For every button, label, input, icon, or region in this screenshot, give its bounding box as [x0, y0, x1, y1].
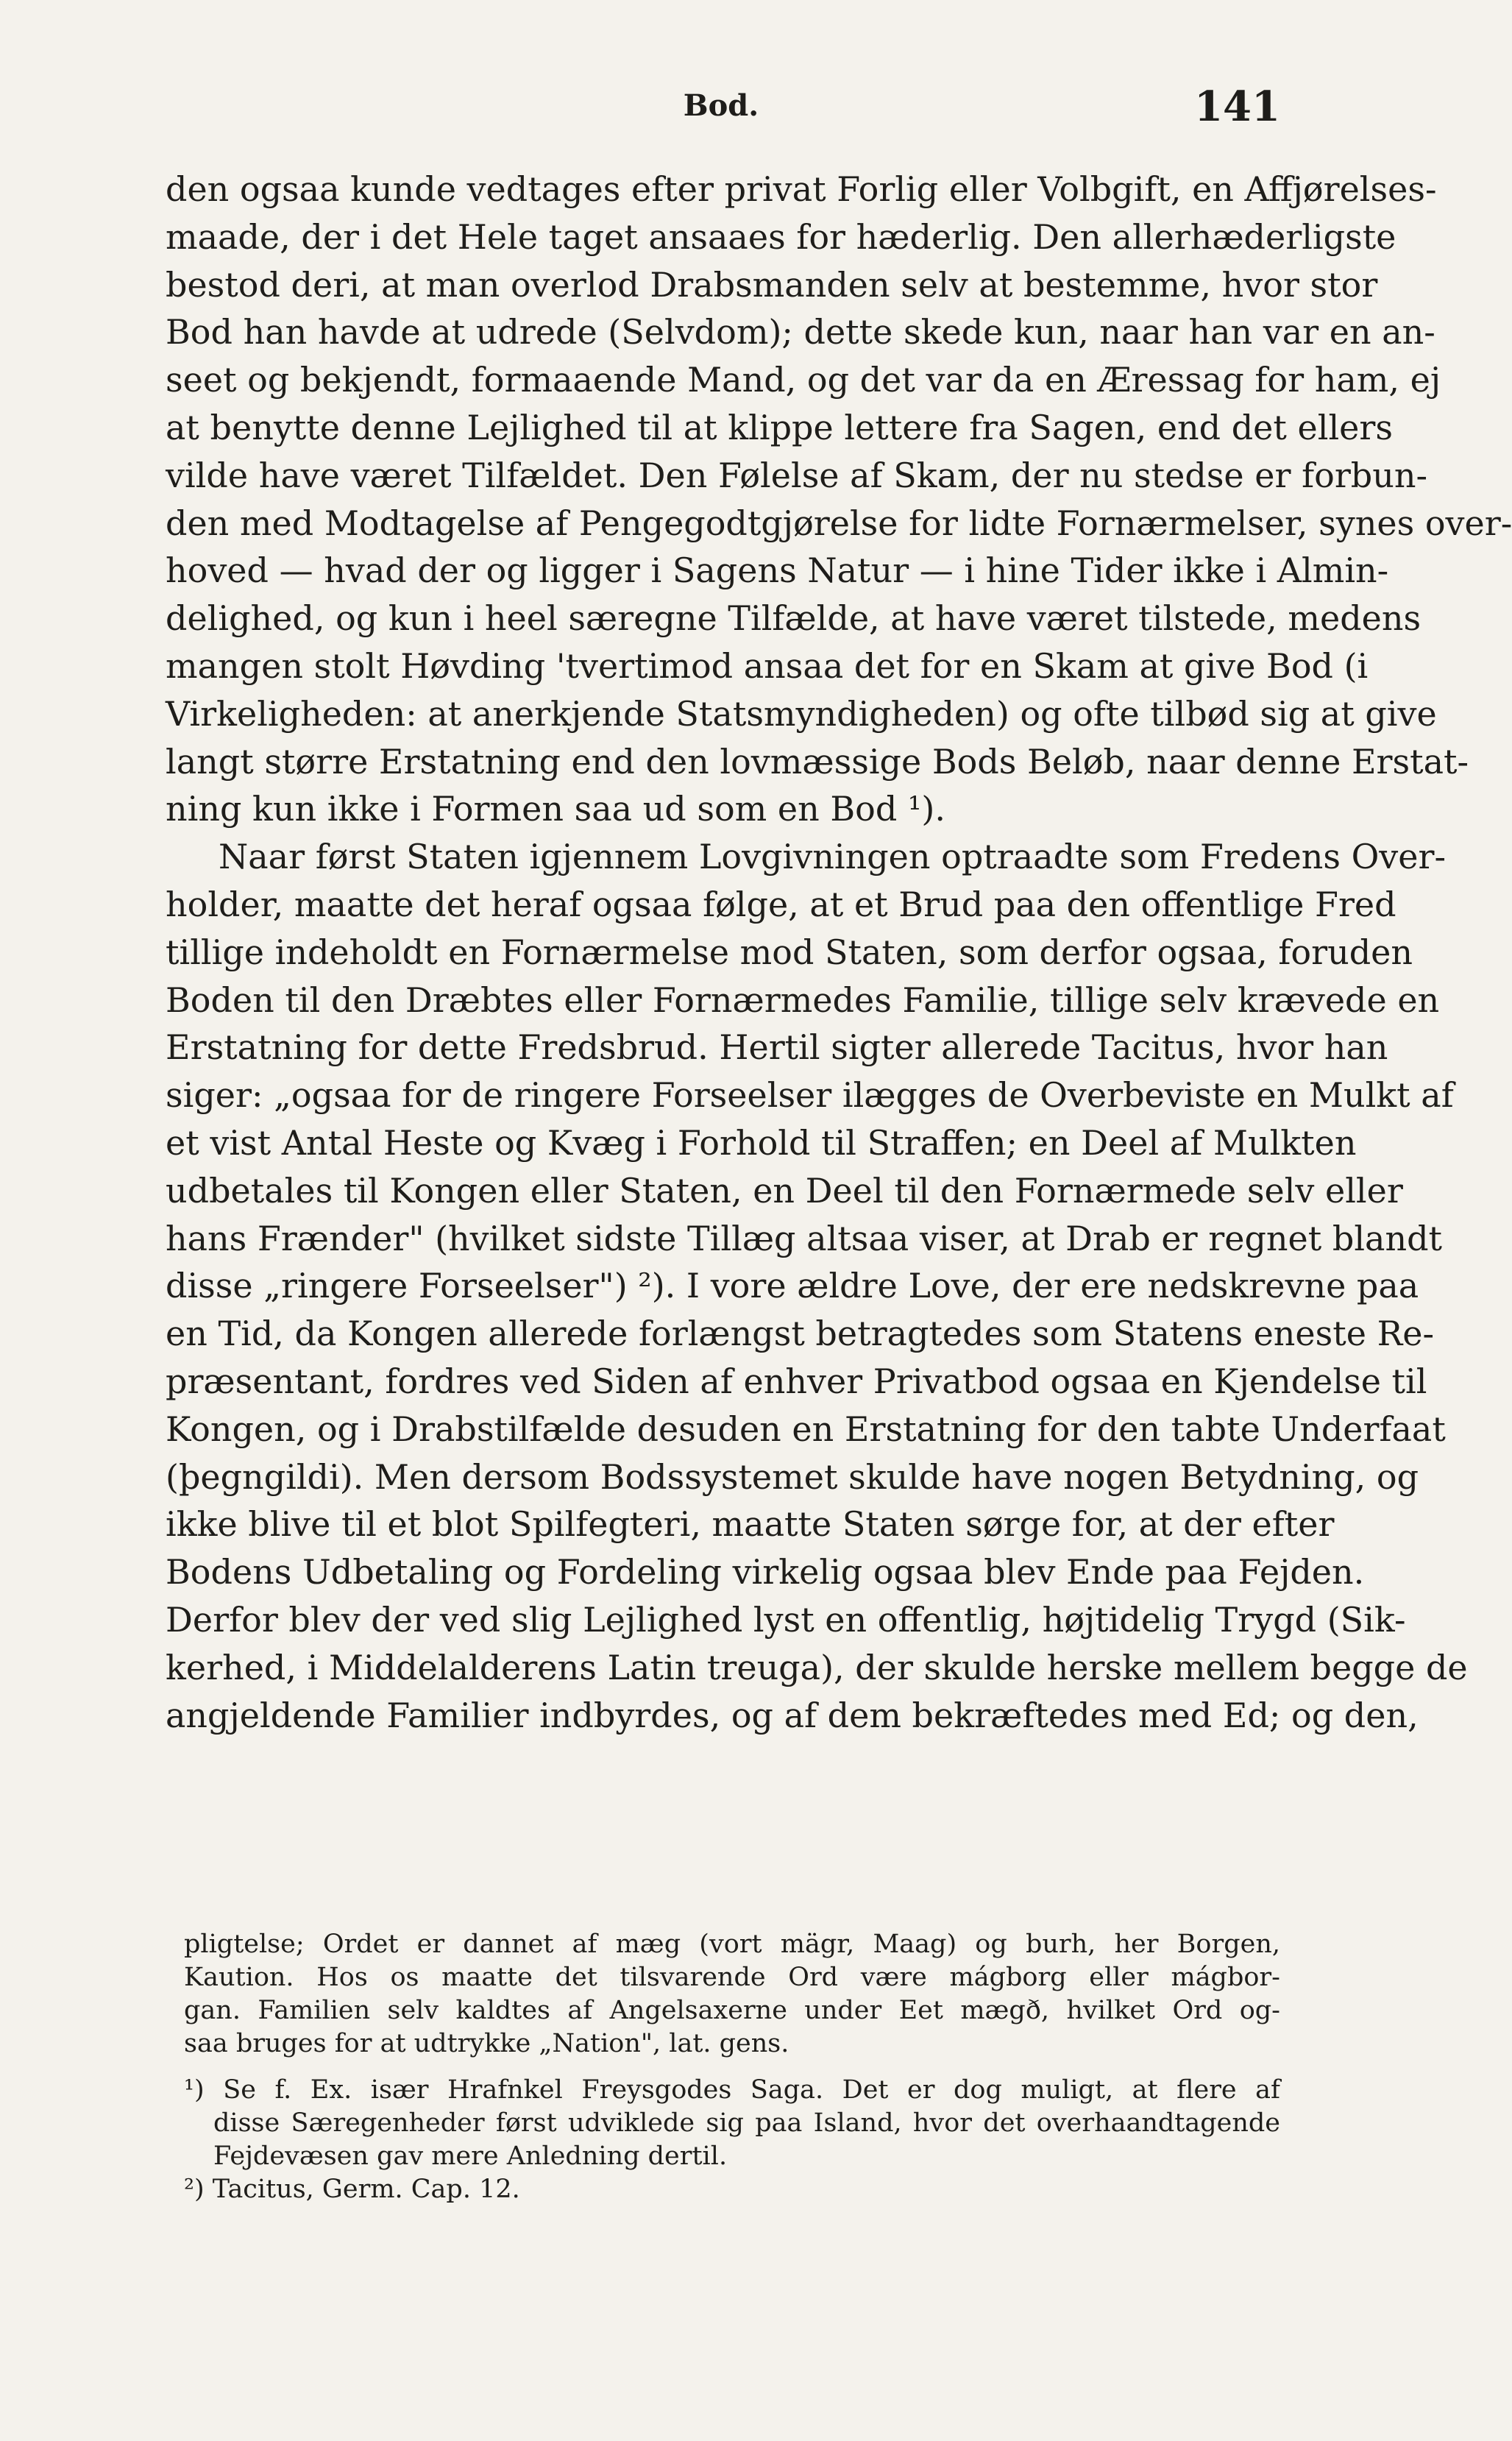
footnote-line: gan. Familien selv kaldtes af Angelsaxerne under Eet mægð, hvilket Ord og-	[184, 1996, 1280, 2025]
body-line: præsentant, fordres ved Siden af enhver Privatbod ogsaa en Kjendelse til	[166, 1361, 1427, 1401]
body-line: (þegngildi). Men dersom Bodssystemet skulde have nogen Betydning, og	[166, 1456, 1419, 1497]
body-line: tillige indeholdt en Fornærmelse mod Staten, som derfor ogsaa, foruden	[166, 932, 1413, 972]
body-line: holder, maatte det heraf ogsaa følge, at et Brud paa den offentlige Fred	[166, 884, 1396, 924]
body-line: Erstatning for dette Fredsbrud. Hertil sigter allerede Tacitus, hvor han	[166, 1027, 1388, 1068]
body-line: angjeldende Familier indbyrdes, og af dem bekræftedes med Ed; og den,	[166, 1695, 1419, 1735]
body-line: ikke blive til et blot Spilfegteri, maatte Staten sørge for, at der efter	[166, 1504, 1335, 1545]
body-line: Bod han havde at udrede (Selvdom); dette skede kun, naar han var en an-	[166, 312, 1435, 352]
footnote-line: Fejdevæsen gav mere Anledning dertil.	[213, 2141, 728, 2171]
body-line: Boden til den Dræbtes eller Fornærmedes Familie, tillige selv krævede en	[166, 979, 1440, 1020]
body-line: Derfor blev der ved slig Lejlighed lyst en offentlig, højtidelig Trygd (Sik-	[166, 1599, 1406, 1640]
body-line: den ogsaa kunde vedtages efter privat Forlig eller Volbgift, en Affjørelses-	[166, 169, 1437, 209]
footnote-line: saa bruges for at udtrykke „Nation", lat. gens.	[184, 2029, 789, 2058]
body-line: den med Modtagelse af Pengegodtgjørelse for lidte Fornærmelser, synes over-	[166, 503, 1512, 543]
body-text	[166, 166, 1512, 1739]
body-line: maade, der i det Hele taget ansaaes for hæderlig. Den allerhæderligste	[166, 216, 1396, 257]
body-line: seet og bekjendt, formaaende Mand, og det var da en Æressag for ham, ej	[166, 360, 1441, 400]
paragraph-start-line: Naar først Staten igjennem Lovgivningen optraadte som Fredens Over-	[219, 837, 1447, 877]
body-line: kerhed, i Middelalderens Latin treuga), der skulde herske mellem begge de	[166, 1647, 1468, 1687]
body-line: siger: „ogsaa for de ringere Forseelser ilægges de Overbeviste en Mulkt af	[166, 1075, 1454, 1116]
body-line: disse „ringere Forseelser") ²). I vore ældre Love, der ere nedskrevne paa	[166, 1266, 1419, 1306]
body-line: mangen stolt Høvding 'tvertimod ansaa det for en Skam at give Bod (i	[166, 645, 1369, 686]
page-header	[162, 82, 1280, 131]
body-line: at benytte denne Lejlighed til at klippe lettere fra Sagen, end det ellers	[166, 407, 1393, 447]
footnote-line: disse Særegenheder først udviklede sig paa Island, hvor det overhaandtagende	[213, 2108, 1280, 2138]
footnotes	[184, 1928, 1280, 2206]
footnote-line: pligtelse; Ordet er dannet af mæg (vort mägr, Maag) og burh, her Borgen,	[184, 1930, 1280, 1959]
body-line: et vist Antal Heste og Kvæg i Forhold til Straffen; en Deel af Mulkten	[166, 1122, 1357, 1163]
body-line: hoved — hvad der og ligger i Sagens Natur — i hine Tider ikke i Almin-	[166, 550, 1389, 591]
body-line: bestod deri, at man overlod Drabsmanden selv at bestemme, hvor stor	[166, 264, 1378, 305]
body-line: Kongen, og i Drabstilfælde desuden en Erstatning for den tabte Underfaat	[166, 1409, 1446, 1449]
footnote-1: ¹) Se f. Ex. især Hrafnkel Freysgodes Saga. Det er dog muligt, at flere af	[184, 2075, 1280, 2105]
footnote-line: Kaution. Hos os maatte det tilsvarende Ord være mágborg eller mágbor-	[184, 1963, 1280, 1992]
body-line: Bodens Udbetaling og Fordeling virkelig ogsaa blev Ende paa Fejden.	[166, 1552, 1365, 1593]
footnote-2: ²) Tacitus, Germ. Cap. 12.	[184, 2175, 520, 2204]
body-line: delighed, og kun i heel særegne Tilfælde, at have været tilstede, medens	[166, 598, 1422, 639]
body-line: vilde have været Tilfældet. Den Følelse af Skam, der nu stedse er forbun-	[166, 455, 1428, 495]
body-line: en Tid, da Kongen allerede forlængst betragtedes som Statens eneste Re-	[166, 1314, 1434, 1354]
body-line: hans Frænder" (hvilket sidste Tillæg altsaa viser, at Drab er regnet blandt	[166, 1218, 1443, 1258]
page-number: 141	[1194, 82, 1280, 131]
running-head: Bod.	[683, 88, 759, 123]
body-line: udbetales til Kongen eller Staten, en Deel til den Fornærmede selv eller	[166, 1170, 1403, 1211]
body-line: langt større Erstatning end den lovmæssige Bods Beløb, naar denne Erstat-	[166, 741, 1469, 782]
body-line: ning kun ikke i Formen saa ud som en Bod ¹).	[166, 789, 945, 829]
body-line: Virkeligheden: at anerkjende Statsmyndigheden) og ofte tilbød sig at give	[166, 693, 1437, 734]
